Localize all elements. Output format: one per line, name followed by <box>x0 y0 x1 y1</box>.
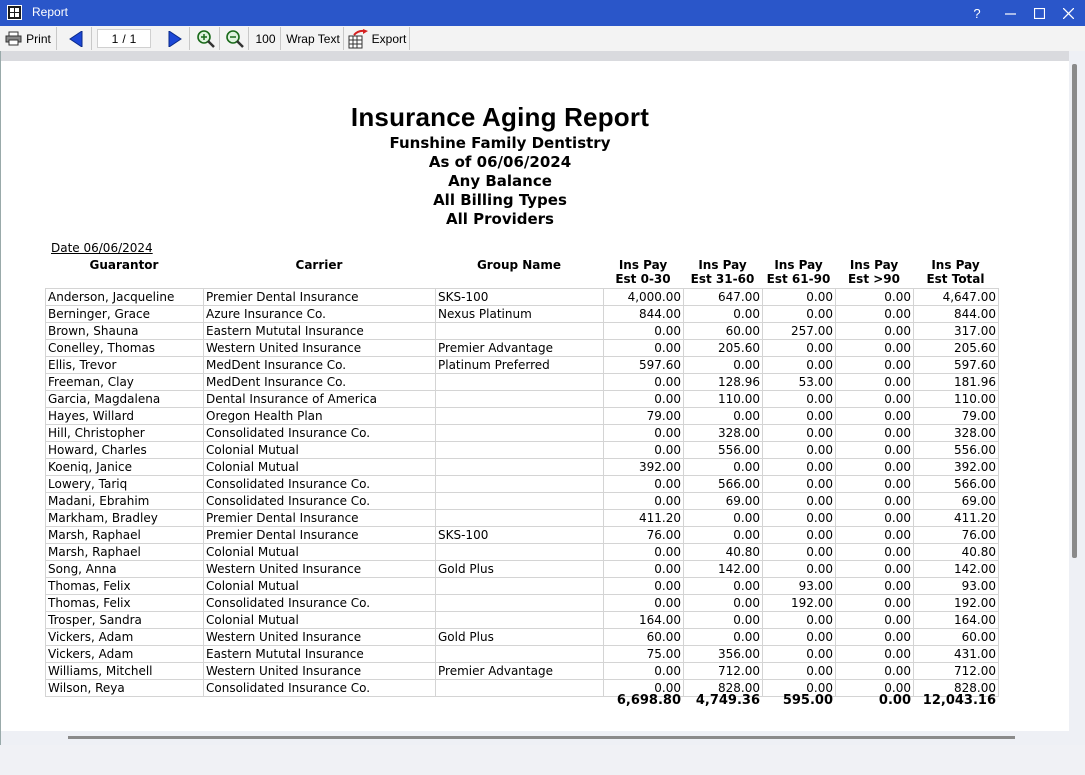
cell-est-over-90: 0.00 <box>836 323 914 340</box>
arrow-left-icon <box>69 31 83 47</box>
cell-est-61-90: 0.00 <box>763 340 836 357</box>
maximize-button[interactable] <box>1024 0 1054 26</box>
page-separator: / <box>122 31 126 46</box>
report-toolbar <box>0 26 1085 52</box>
cell-est-over-90: 0.00 <box>836 629 914 646</box>
cell-carrier: Consolidated Insurance Co. <box>204 493 436 510</box>
cell-group: Platinum Preferred <box>436 357 604 374</box>
cell-est-31-60: 0.00 <box>684 629 763 646</box>
cell-guarantor: Vickers, Adam <box>46 646 204 663</box>
cell-est-total: 69.00 <box>914 493 999 510</box>
cell-carrier: Consolidated Insurance Co. <box>204 680 436 697</box>
zoom-out-button[interactable] <box>221 27 249 50</box>
cell-group <box>436 459 604 476</box>
cell-group <box>436 442 604 459</box>
col-est-31-60 <box>683 258 762 286</box>
table-row <box>46 459 999 476</box>
vertical-scrollbar[interactable] <box>1072 64 1077 558</box>
cell-est-31-60: 205.60 <box>684 340 763 357</box>
cell-est-0-30: 844.00 <box>604 306 684 323</box>
cell-carrier: Eastern Mututal Insurance <box>204 323 436 340</box>
cell-est-over-90: 0.00 <box>836 289 914 306</box>
table-row <box>46 527 999 544</box>
zoom-in-button[interactable] <box>192 27 220 50</box>
cell-est-0-30: 0.00 <box>604 680 684 697</box>
cell-est-0-30: 0.00 <box>604 476 684 493</box>
cell-est-over-90: 0.00 <box>836 612 914 629</box>
cell-est-61-90: 0.00 <box>763 425 836 442</box>
table-row <box>46 340 999 357</box>
cell-est-31-60: 0.00 <box>684 595 763 612</box>
table-row <box>46 391 999 408</box>
cell-est-total: 431.00 <box>914 646 999 663</box>
cell-est-61-90: 0.00 <box>763 306 836 323</box>
cell-est-31-60: 0.00 <box>684 459 763 476</box>
maximize-icon <box>1034 8 1045 19</box>
cell-guarantor: Song, Anna <box>46 561 204 578</box>
as-of-date: As of 06/06/2024 <box>428 153 572 171</box>
col-est-over-90 <box>835 258 913 286</box>
cell-est-61-90: 0.00 <box>763 663 836 680</box>
balance-filter: Any Balance <box>448 172 552 190</box>
cell-guarantor: Madani, Ebrahim <box>46 493 204 510</box>
col-est-61-90 <box>762 258 835 286</box>
cell-est-total: 76.00 <box>914 527 999 544</box>
cell-guarantor: Freeman, Clay <box>46 374 204 391</box>
zoom-out-icon <box>225 29 245 49</box>
cell-est-31-60: 828.00 <box>684 680 763 697</box>
cell-est-total: 392.00 <box>914 459 999 476</box>
cell-carrier: Eastern Mututal Insurance <box>204 646 436 663</box>
total-est-61-90: 595.00 <box>782 693 833 708</box>
cell-carrier: Western United Insurance <box>204 561 436 578</box>
cell-est-total: 181.96 <box>914 374 999 391</box>
cell-group <box>436 680 604 697</box>
cell-est-total: 142.00 <box>914 561 999 578</box>
cell-carrier: Consolidated Insurance Co. <box>204 595 436 612</box>
cell-guarantor: Marsh, Raphael <box>46 527 204 544</box>
cell-est-31-60: 0.00 <box>684 527 763 544</box>
cell-est-total: 60.00 <box>914 629 999 646</box>
cell-est-61-90: 0.00 <box>763 612 836 629</box>
cell-carrier: Colonial Mutual <box>204 442 436 459</box>
cell-est-31-60: 40.80 <box>684 544 763 561</box>
cell-est-over-90: 0.00 <box>836 578 914 595</box>
cell-guarantor: Markham, Bradley <box>46 510 204 527</box>
cell-guarantor: Garcia, Magdalena <box>46 391 204 408</box>
total-est-31-60: 4,749.36 <box>695 693 760 708</box>
table-row <box>46 544 999 561</box>
table-row <box>46 612 999 629</box>
cell-group <box>436 646 604 663</box>
cell-carrier: Colonial Mutual <box>204 612 436 629</box>
next-page-button[interactable] <box>160 27 190 50</box>
cell-group <box>436 476 604 493</box>
cell-group <box>436 323 604 340</box>
cell-est-over-90: 0.00 <box>836 391 914 408</box>
cell-est-over-90: 0.00 <box>836 561 914 578</box>
cell-group <box>436 391 604 408</box>
cell-est-0-30: 0.00 <box>604 663 684 680</box>
cell-est-0-30: 0.00 <box>604 442 684 459</box>
cell-est-over-90: 0.00 <box>836 595 914 612</box>
col-guarantor: Guarantor <box>89 258 159 272</box>
col-est-total-line1: Ins Pay <box>931 258 980 272</box>
page-number-field[interactable] <box>97 29 151 48</box>
cell-group: SKS-100 <box>436 289 604 306</box>
export-icon <box>348 29 368 49</box>
print-button[interactable] <box>0 27 57 50</box>
col-est-31-60-line2: Est 31-60 <box>690 272 755 286</box>
total-est-total: 12,043.16 <box>922 693 996 708</box>
col-est-0-30-line2: Est 0-30 <box>615 272 671 286</box>
cell-est-31-60: 142.00 <box>684 561 763 578</box>
wrap-text-button[interactable]: Wrap Text <box>283 27 344 50</box>
cell-est-31-60: 0.00 <box>684 612 763 629</box>
app-icon <box>7 5 22 20</box>
cell-est-over-90: 0.00 <box>836 442 914 459</box>
cell-group <box>436 493 604 510</box>
table-row <box>46 493 999 510</box>
cell-est-61-90: 0.00 <box>763 561 836 578</box>
cell-carrier: Western United Insurance <box>204 663 436 680</box>
cell-est-over-90: 0.00 <box>836 306 914 323</box>
cell-est-31-60: 556.00 <box>684 442 763 459</box>
cell-carrier: Consolidated Insurance Co. <box>204 476 436 493</box>
practice-name: Funshine Family Dentistry <box>389 134 611 152</box>
arrow-right-icon <box>168 31 182 47</box>
cell-est-61-90: 53.00 <box>763 374 836 391</box>
col-est-0-30 <box>603 258 683 286</box>
cell-est-61-90: 93.00 <box>763 578 836 595</box>
cell-est-31-60: 356.00 <box>684 646 763 663</box>
cell-est-61-90: 0.00 <box>763 289 836 306</box>
cell-carrier: Colonial Mutual <box>204 578 436 595</box>
close-button[interactable] <box>1053 0 1083 26</box>
cell-est-total: 192.00 <box>914 595 999 612</box>
table-row <box>46 357 999 374</box>
cell-est-31-60: 60.00 <box>684 323 763 340</box>
cell-est-31-60: 0.00 <box>684 510 763 527</box>
cell-est-61-90: 0.00 <box>763 510 836 527</box>
print-label: Print <box>26 31 51 46</box>
col-est-0-30-line1: Ins Pay <box>618 258 668 272</box>
cell-est-total: 411.20 <box>914 510 999 527</box>
cell-est-total: 597.60 <box>914 357 999 374</box>
cell-est-0-30: 0.00 <box>604 595 684 612</box>
cell-est-0-30: 76.00 <box>604 527 684 544</box>
cell-est-31-60: 712.00 <box>684 663 763 680</box>
cell-est-61-90: 0.00 <box>763 493 836 510</box>
cell-est-0-30: 411.20 <box>604 510 684 527</box>
cell-est-31-60: 647.00 <box>684 289 763 306</box>
table-row <box>46 510 999 527</box>
printer-icon <box>5 31 22 46</box>
cell-guarantor: Williams, Mitchell <box>46 663 204 680</box>
cell-carrier: MedDent Insurance Co. <box>204 374 436 391</box>
zoom-in-icon <box>196 29 216 49</box>
cell-est-over-90: 0.00 <box>836 663 914 680</box>
cell-est-total: 712.00 <box>914 663 999 680</box>
cell-est-0-30: 0.00 <box>604 493 684 510</box>
cell-group <box>436 374 604 391</box>
cell-est-over-90: 0.00 <box>836 357 914 374</box>
table-row <box>46 442 999 459</box>
col-est-total-line2: Est Total <box>926 272 985 286</box>
window-titlebar <box>0 0 1085 26</box>
report-title: Insurance Aging Report <box>350 102 650 132</box>
table-row <box>46 663 999 680</box>
cell-guarantor: Marsh, Raphael <box>46 544 204 561</box>
cell-est-61-90: 0.00 <box>763 357 836 374</box>
cell-group <box>436 425 604 442</box>
cell-est-31-60: 0.00 <box>684 357 763 374</box>
cell-group <box>436 544 604 561</box>
cell-est-61-90: 0.00 <box>763 680 836 697</box>
cell-est-total: 164.00 <box>914 612 999 629</box>
cell-est-over-90: 0.00 <box>836 374 914 391</box>
cell-carrier: Consolidated Insurance Co. <box>204 425 436 442</box>
cell-est-over-90: 0.00 <box>836 646 914 663</box>
cell-est-total: 844.00 <box>914 306 999 323</box>
col-est-over-90-line2: Est >90 <box>847 272 900 286</box>
zoom-100-button[interactable]: 100 <box>251 27 281 50</box>
cell-group <box>436 578 604 595</box>
horizontal-scrollbar[interactable] <box>68 736 1015 739</box>
table-row <box>46 408 999 425</box>
cell-est-over-90: 0.00 <box>836 510 914 527</box>
col-est-31-60-line1: Ins Pay <box>698 258 747 272</box>
cell-est-total: 93.00 <box>914 578 999 595</box>
cell-est-31-60: 128.96 <box>684 374 763 391</box>
cell-est-total: 556.00 <box>914 442 999 459</box>
cell-carrier: Premier Dental Insurance <box>204 527 436 544</box>
cell-est-31-60: 0.00 <box>684 306 763 323</box>
page-current: 1 <box>111 31 119 46</box>
col-est-total <box>913 258 998 286</box>
cell-est-61-90: 0.00 <box>763 527 836 544</box>
cell-est-0-30: 0.00 <box>604 425 684 442</box>
viewer-bottom-bar <box>0 745 1085 775</box>
cell-est-61-90: 0.00 <box>763 476 836 493</box>
cell-carrier: Oregon Health Plan <box>204 408 436 425</box>
table-row <box>46 595 999 612</box>
total-est-over-90: 0.00 <box>878 693 911 708</box>
cell-est-over-90: 0.00 <box>836 340 914 357</box>
cell-est-61-90: 0.00 <box>763 391 836 408</box>
cell-group <box>436 408 604 425</box>
cell-est-total: 110.00 <box>914 391 999 408</box>
cell-guarantor: Hayes, Willard <box>46 408 204 425</box>
cell-guarantor: Conelley, Thomas <box>46 340 204 357</box>
table-row <box>46 306 999 323</box>
cell-est-total: 566.00 <box>914 476 999 493</box>
providers-filter: All Providers <box>446 210 554 228</box>
cell-est-31-60: 328.00 <box>684 425 763 442</box>
table-row <box>46 374 999 391</box>
cell-group <box>436 595 604 612</box>
cell-guarantor: Thomas, Felix <box>46 595 204 612</box>
cell-est-0-30: 0.00 <box>604 323 684 340</box>
cell-est-61-90: 0.00 <box>763 629 836 646</box>
cell-est-over-90: 0.00 <box>836 680 914 697</box>
cell-group <box>436 612 604 629</box>
page-total: 1 <box>129 31 137 46</box>
minimize-icon <box>1005 8 1016 19</box>
cell-group <box>436 510 604 527</box>
cell-carrier: Colonial Mutual <box>204 459 436 476</box>
aging-table-body <box>46 289 999 697</box>
cell-carrier: Western United Insurance <box>204 629 436 646</box>
cell-carrier: Azure Insurance Co. <box>204 306 436 323</box>
cell-est-over-90: 0.00 <box>836 527 914 544</box>
close-icon <box>1063 8 1074 19</box>
cell-carrier: MedDent Insurance Co. <box>204 357 436 374</box>
cell-est-over-90: 0.00 <box>836 425 914 442</box>
cell-est-0-30: 0.00 <box>604 544 684 561</box>
cell-est-0-30: 79.00 <box>604 408 684 425</box>
window-title: Report <box>32 5 69 19</box>
cell-est-total: 317.00 <box>914 323 999 340</box>
cell-carrier: Premier Dental Insurance <box>204 510 436 527</box>
table-row <box>46 323 999 340</box>
cell-carrier: Dental Insurance of America <box>204 391 436 408</box>
total-est-0-30: 6,698.80 <box>616 693 681 708</box>
cell-est-31-60: 110.00 <box>684 391 763 408</box>
cell-guarantor: Berninger, Grace <box>46 306 204 323</box>
cell-guarantor: Koeniq, Janice <box>46 459 204 476</box>
cell-guarantor: Brown, Shauna <box>46 323 204 340</box>
table-row <box>46 578 999 595</box>
cell-est-0-30: 0.00 <box>604 340 684 357</box>
cell-est-over-90: 0.00 <box>836 544 914 561</box>
cell-guarantor: Howard, Charles <box>46 442 204 459</box>
export-label: Export <box>371 31 407 46</box>
cell-est-total: 205.60 <box>914 340 999 357</box>
cell-est-61-90: 0.00 <box>763 646 836 663</box>
cell-group: Premier Advantage <box>436 663 604 680</box>
cell-est-61-90: 192.00 <box>763 595 836 612</box>
cell-est-total: 4,647.00 <box>914 289 999 306</box>
billing-types-filter: All Billing Types <box>433 191 567 209</box>
cell-est-0-30: 0.00 <box>604 391 684 408</box>
table-row <box>46 425 999 442</box>
table-row <box>46 476 999 493</box>
col-est-over-90-line1: Ins Pay <box>849 258 899 272</box>
cell-est-0-30: 164.00 <box>604 612 684 629</box>
cell-guarantor: Vickers, Adam <box>46 629 204 646</box>
cell-est-0-30: 0.00 <box>604 561 684 578</box>
cell-group: Gold Plus <box>436 561 604 578</box>
cell-guarantor: Hill, Christopher <box>46 425 204 442</box>
cell-est-0-30: 4,000.00 <box>604 289 684 306</box>
cell-est-0-30: 392.00 <box>604 459 684 476</box>
cell-est-61-90: 0.00 <box>763 408 836 425</box>
col-carrier: Carrier <box>295 258 343 272</box>
cell-carrier: Colonial Mutual <box>204 544 436 561</box>
cell-est-61-90: 0.00 <box>763 544 836 561</box>
cell-est-0-30: 0.00 <box>604 578 684 595</box>
help-button[interactable]: ? <box>973 5 981 21</box>
cell-group: Gold Plus <box>436 629 604 646</box>
cell-est-total: 328.00 <box>914 425 999 442</box>
previous-page-button[interactable] <box>60 27 92 50</box>
cell-est-0-30: 597.60 <box>604 357 684 374</box>
cell-est-61-90: 0.00 <box>763 459 836 476</box>
report-date: Date 06/06/2024 <box>51 241 153 255</box>
cell-est-61-90: 257.00 <box>763 323 836 340</box>
cell-est-31-60: 0.00 <box>684 578 763 595</box>
cell-group: SKS-100 <box>436 527 604 544</box>
col-group-name: Group Name <box>476 258 562 272</box>
cell-carrier: Western United Insurance <box>204 340 436 357</box>
cell-est-over-90: 0.00 <box>836 493 914 510</box>
cell-est-0-30: 75.00 <box>604 646 684 663</box>
cell-est-61-90: 0.00 <box>763 442 836 459</box>
cell-est-31-60: 566.00 <box>684 476 763 493</box>
cell-est-over-90: 0.00 <box>836 408 914 425</box>
aging-table <box>45 288 999 697</box>
cell-guarantor: Thomas, Felix <box>46 578 204 595</box>
cell-est-total: 79.00 <box>914 408 999 425</box>
col-est-61-90-line2: Est 61-90 <box>766 272 831 286</box>
col-est-61-90-line1: Ins Pay <box>774 258 823 272</box>
cell-est-total: 828.00 <box>914 680 999 697</box>
cell-est-31-60: 69.00 <box>684 493 763 510</box>
viewer-top-margin <box>1 51 1069 61</box>
cell-group: Nexus Platinum <box>436 306 604 323</box>
cell-guarantor: Lowery, Tariq <box>46 476 204 493</box>
cell-guarantor: Wilson, Reya <box>46 680 204 697</box>
cell-carrier: Premier Dental Insurance <box>204 289 436 306</box>
cell-est-total: 40.80 <box>914 544 999 561</box>
table-row <box>46 561 999 578</box>
cell-est-over-90: 0.00 <box>836 476 914 493</box>
cell-est-0-30: 0.00 <box>604 374 684 391</box>
cell-group: Premier Advantage <box>436 340 604 357</box>
cell-guarantor: Ellis, Trevor <box>46 357 204 374</box>
table-row <box>46 646 999 663</box>
minimize-button[interactable] <box>995 0 1025 26</box>
export-button[interactable] <box>345 27 410 50</box>
cell-est-31-60: 0.00 <box>684 408 763 425</box>
cell-guarantor: Anderson, Jacqueline <box>46 289 204 306</box>
cell-guarantor: Trosper, Sandra <box>46 612 204 629</box>
cell-est-0-30: 60.00 <box>604 629 684 646</box>
table-row <box>46 289 999 306</box>
cell-est-over-90: 0.00 <box>836 459 914 476</box>
table-row <box>46 629 999 646</box>
